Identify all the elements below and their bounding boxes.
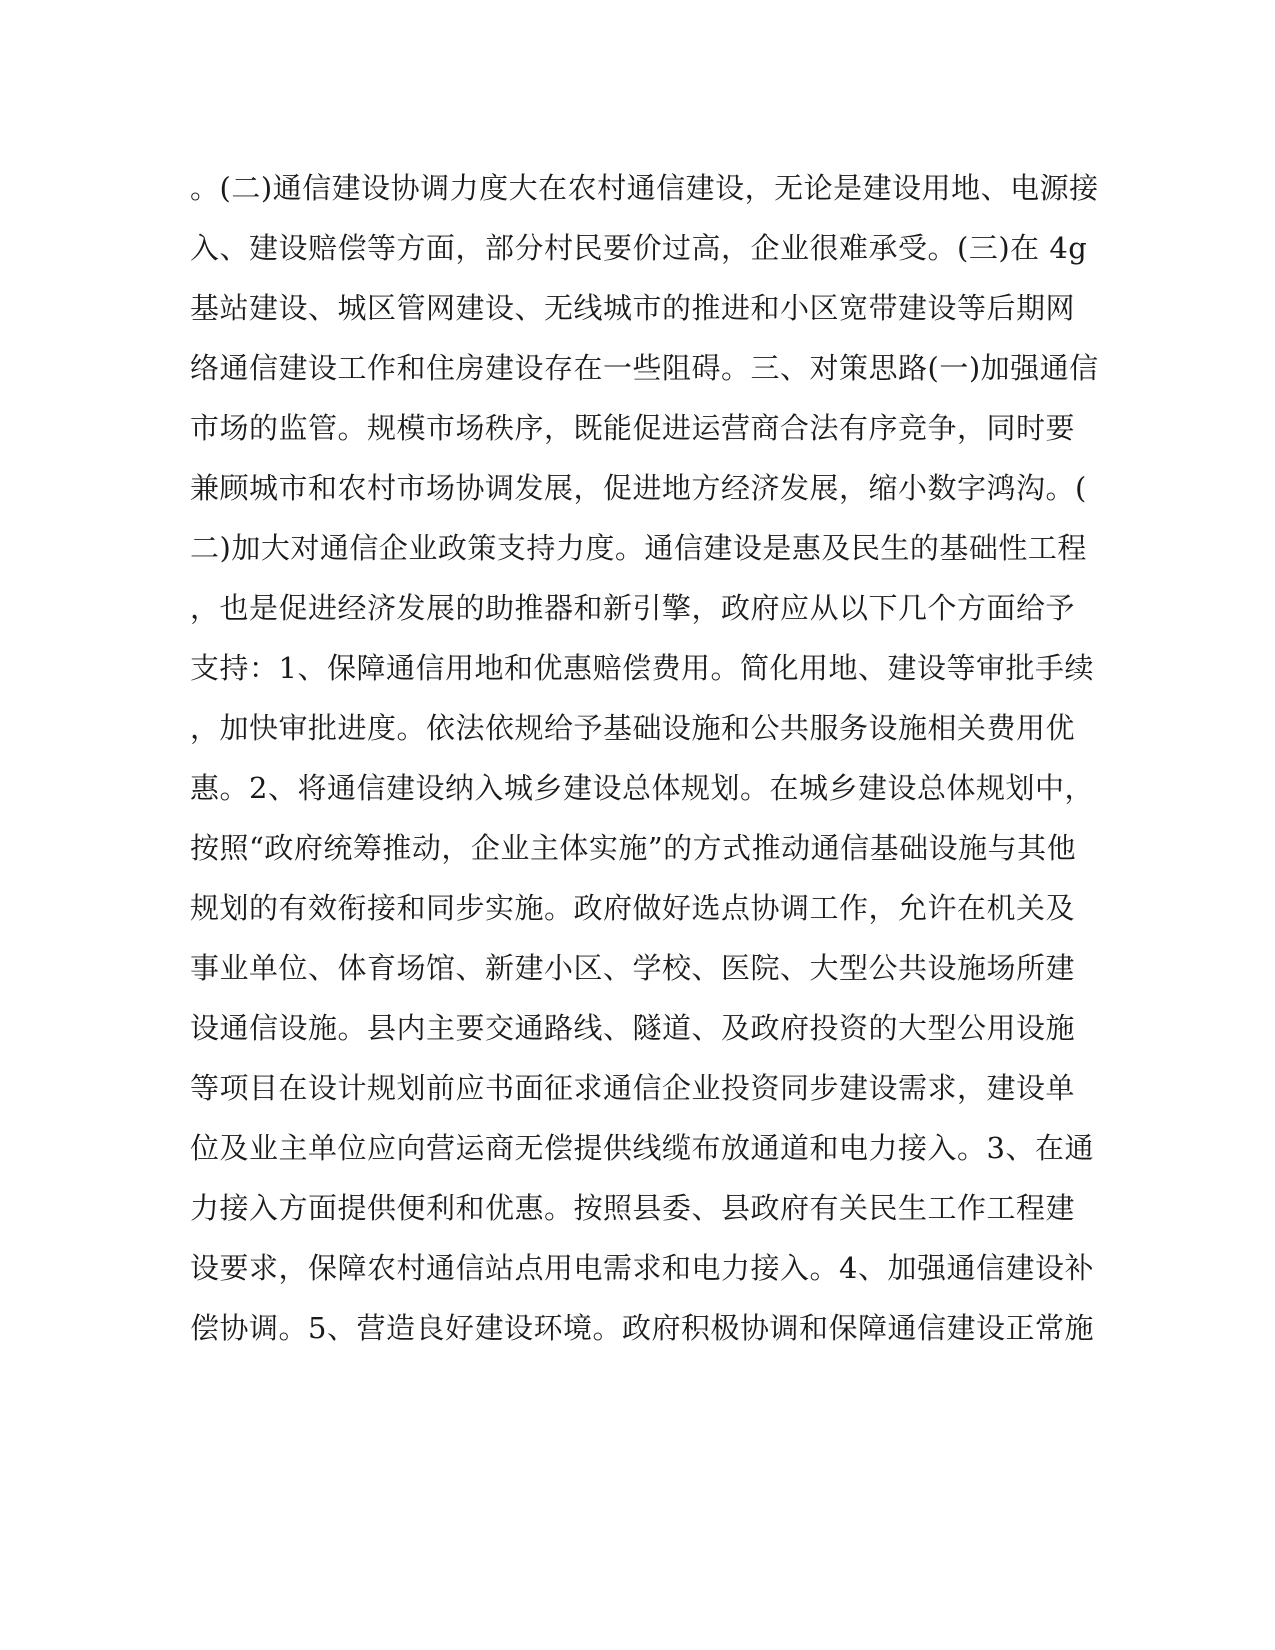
text-line: 偿协调。5、营造良好建设环境。政府积极协调和保障通信建设正常施 [190,1311,1094,1345]
text-line: 设要求，保障农村通信站点用电需求和电力接入。4、加强通信建设补 [190,1251,1094,1285]
text-line: ，也是促进经济发展的助推器和新引擎，政府应从以下几个方面给予 [190,591,1076,625]
text-line: 力接入方面提供便利和优惠。按照县委、县政府有关民生工作工程建 [190,1191,1076,1225]
text-line: 市场的监管。规模市场秩序，既能促进运营商合法有序竞争，同时要 [190,411,1076,445]
text-line: 规划的有效衔接和同步实施。政府做好选点协调工作，允许在机关及 [190,891,1076,925]
text-line: 兼顾城市和农村市场协调发展，促进地方经济发展，缩小数字鸿沟。( [190,471,1087,505]
text-line: 事业单位、体育场馆、新建小区、学校、医院、大型公共设施场所建 [190,951,1076,985]
text-line: 惠。2、将通信建设纳入城乡建设总体规划。在城乡建设总体规划中， [190,771,1094,805]
text-line: ，加快审批进度。依法依规给予基础设施和公共服务设施相关费用优 [190,711,1076,745]
body-text [190,158,1099,1358]
text-line: 位及业主单位应向营运商无偿提供线缆布放通道和电力接入。3、在通 [190,1131,1094,1165]
text-line: 按照“政府统筹推动，企业主体实施”的方式推动通信基础设施与其他 [190,831,1077,865]
text-line: 。(二)通信建设协调力度大在农村通信建设，无论是建设用地、电源接 [190,171,1099,205]
text-line: 入、建设赔偿等方面，部分村民要价过高，企业很难承受。(三)在 4g [190,231,1088,265]
text-line: 络通信建设工作和住房建设存在一些阻碍。三、对策思路(一)加强通信 [190,351,1099,385]
text-line: 等项目在设计规划前应书面征求通信企业投资同步建设需求，建设单 [190,1071,1076,1105]
text-line: 基站建设、城区管网建设、无线城市的推进和小区宽带建设等后期网 [190,291,1076,325]
text-line: 二)加大对通信企业政策支持力度。通信建设是惠及民生的基础性工程 [190,531,1087,565]
text-line: 设通信设施。县内主要交通路线、隧道、及政府投资的大型公用设施 [190,1011,1076,1045]
text-line: 支持：1、保障通信用地和优惠赔偿费用。简化用地、建设等审批手续 [190,651,1094,685]
